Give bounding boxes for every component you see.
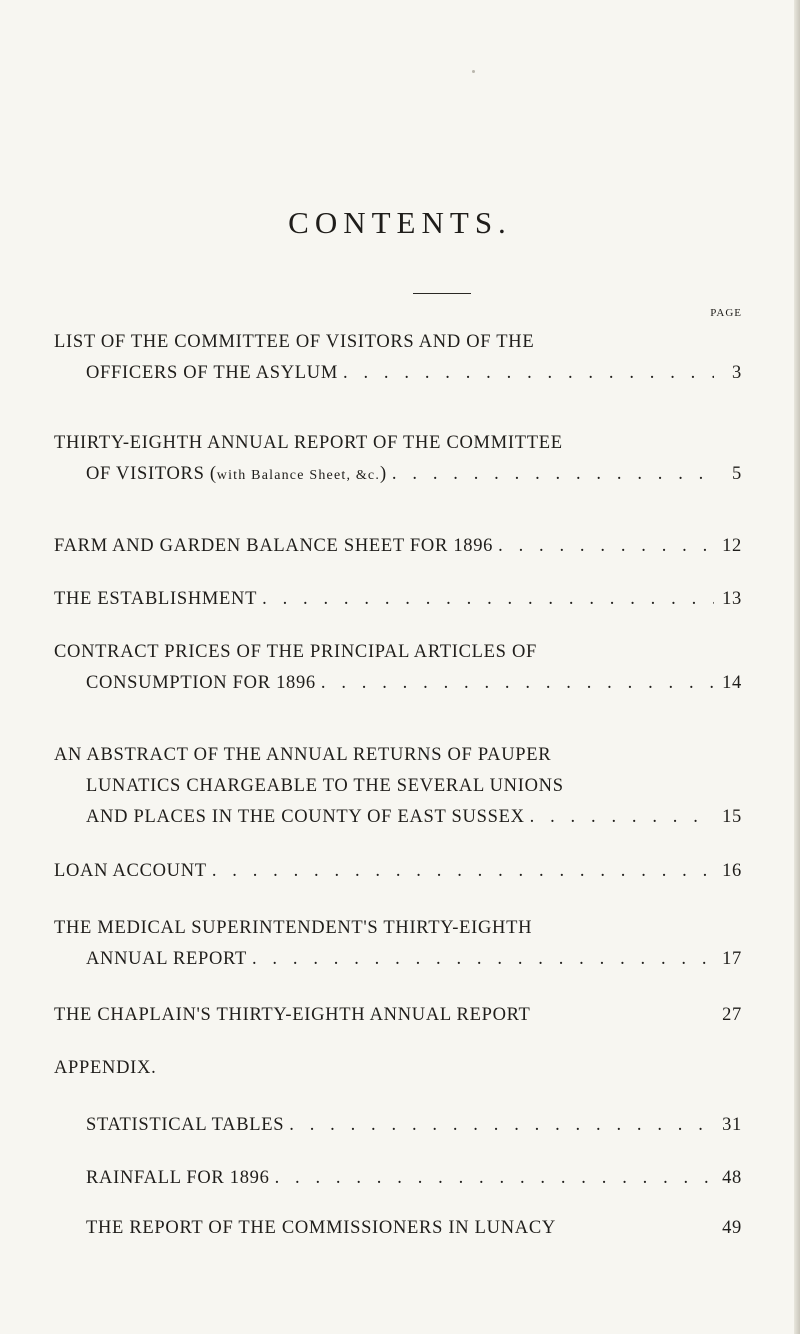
dot-leader: [247, 944, 714, 974]
dot-leader: [270, 1163, 714, 1193]
entry-last-line: [54, 856, 742, 886]
page-number: 3: [732, 363, 742, 383]
page-number: 13: [722, 589, 742, 609]
entry-text: STATISTICAL TABLES: [86, 1115, 285, 1135]
appendix-item-rainfall: [86, 1163, 742, 1193]
page-title: CONTENTS.: [288, 205, 512, 240]
entry-last-line: [86, 459, 742, 489]
entry-text: LOAN ACCOUNT: [54, 861, 207, 881]
entry-line: THIRTY-EIGHTH ANNUAL REPORT OF THE COMMITTEE: [54, 433, 563, 453]
appendix-item-commissioners: [86, 1213, 742, 1243]
entry-text: THE ESTABLISHMENT: [54, 589, 258, 609]
page-number: 12: [722, 536, 742, 556]
paper-speck: [472, 70, 475, 73]
entry-line: THE MEDICAL SUPERINTENDENT'S THIRTY-EIGHTH: [54, 918, 533, 938]
entry-line: AN ABSTRACT OF THE ANNUAL RETURNS OF PAUPER: [54, 745, 552, 765]
dot-leader: [493, 531, 714, 561]
page-number: 49: [722, 1218, 742, 1238]
entry-last-line: [86, 358, 742, 388]
entry-last-line: [54, 1000, 742, 1030]
page-number: 48: [722, 1168, 742, 1188]
entry-text: OFFICERS OF THE ASYLUM: [86, 363, 339, 383]
page-number: 15: [722, 807, 742, 827]
entry-text-prefix: OF VISITORS (: [86, 464, 217, 484]
title-rule: [413, 293, 471, 294]
dot-leader: [387, 459, 714, 489]
entry-line: LUNATICS CHARGEABLE TO THE SEVERAL UNIONS: [86, 776, 564, 796]
entry-text: FARM AND GARDEN BALANCE SHEET FOR 1896: [54, 536, 494, 556]
page-number: 14: [722, 673, 742, 693]
page-number: 5: [732, 464, 742, 484]
page-number: 16: [722, 861, 742, 881]
page-column-header: PAGE: [710, 307, 742, 319]
page-edge-shadow: [794, 0, 800, 1334]
appendix-item-statistical-tables: [86, 1110, 742, 1140]
entry-text-smallcaps: with Balance Sheet, &c.: [216, 468, 381, 483]
entry-text: THE REPORT OF THE COMMISSIONERS IN LUNACY: [86, 1218, 556, 1238]
entry-text: RAINFALL FOR 1896: [86, 1168, 270, 1188]
entry-text: AND PLACES IN THE COUNTY OF EAST SUSSEX: [86, 807, 525, 827]
page-number: 31: [722, 1115, 742, 1135]
entry-text-suffix: ): [380, 464, 387, 484]
entry-line: CONTRACT PRICES OF THE PRINCIPAL ARTICLES OF: [54, 642, 538, 662]
dot-leader: [207, 856, 714, 886]
entry-last-line: [86, 802, 742, 832]
entry-text: ANNUAL REPORT: [86, 949, 247, 969]
entry-text: THE CHAPLAIN'S THIRTY-EIGHTH ANNUAL REPORT: [54, 1005, 531, 1025]
entry-text: [86, 459, 387, 491]
entry-last-line: [86, 944, 742, 974]
page-number: 17: [722, 949, 742, 969]
entry-line: LIST OF THE COMMITTEE OF VISITORS AND OF THE: [54, 332, 535, 352]
dot-leader: [525, 802, 714, 832]
appendix-heading: APPENDIX.: [54, 1058, 157, 1078]
page-number: 27: [722, 1005, 742, 1025]
dot-leader: [284, 1110, 714, 1140]
entry-last-line: [86, 668, 742, 698]
dot-leader: [338, 358, 714, 388]
dot-leader: [257, 584, 714, 614]
entry-last-line: [54, 584, 742, 614]
entry-text: CONSUMPTION FOR 1896: [86, 673, 316, 693]
dot-leader: [316, 668, 714, 698]
entry-last-line: [54, 531, 742, 561]
